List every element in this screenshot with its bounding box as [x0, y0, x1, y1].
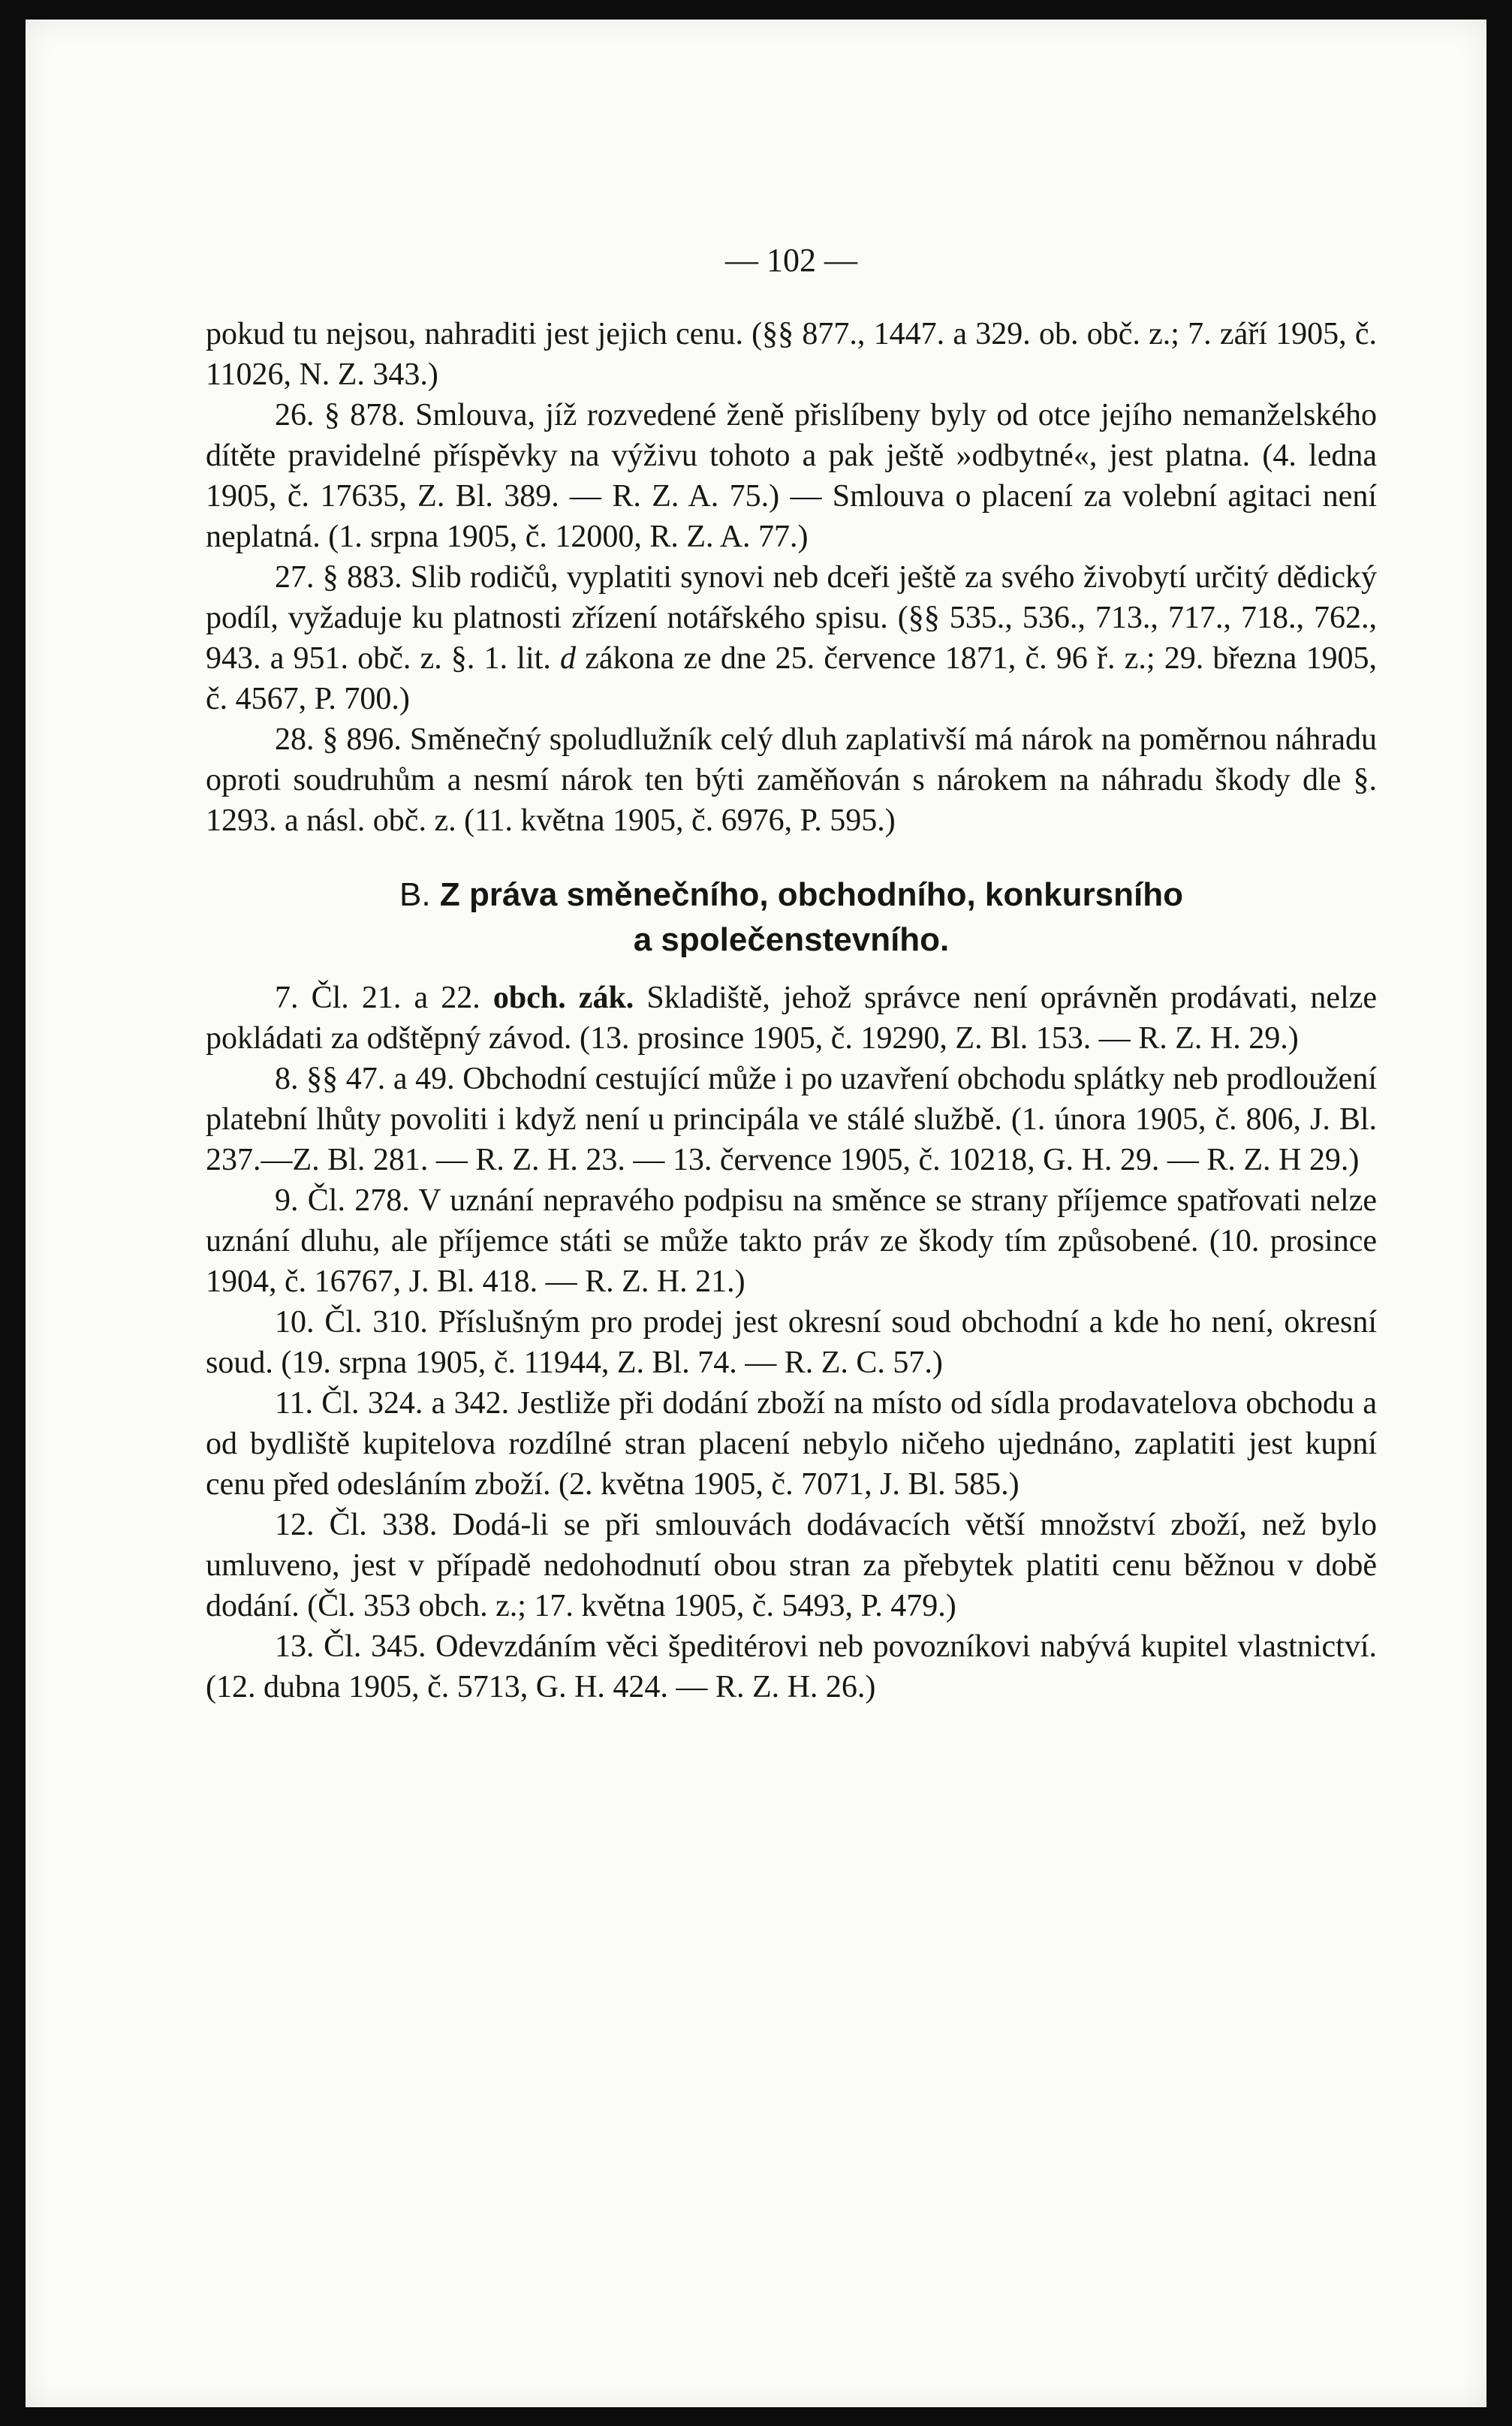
scanned-page — [26, 20, 1486, 2407]
page-content — [206, 240, 1377, 1707]
paragraph-7 — [206, 978, 1377, 1059]
paragraph-27-text: 27. § 883. Slib rodičů, vyplatiti synovi neb dceři ještě za svého živobytí určitý dědický podíl, vyžaduje ku platnosti zřízení notářského spisu. (§§ 535., 536., 713., 717., 718., 762., 943. a 951. obč. z. §. 1. lit. — [206, 560, 1377, 676]
paragraph-8: 8. §§ 47. a 49. Obchodní cestující může i po uzavření obchodu splátky neb prodloužení platební lhůty povoliti i když není u principála ve stálé službě. (1. února 1905, č. 806, J. Bl. 237.—Z. Bl. 281. — R. Z. H. 23. — 13. července 1905, č. 10218, G. H. 29. — R. Z. H 29.) — [206, 1062, 1377, 1177]
paragraph-10: 10. Čl. 310. Příslušným pro prodej jest okresní soud obchodní a kde ho není, okresní soud. (19. srpna 1905, č. 11944, Z. Bl. 74. — R. Z. C. 57.) — [206, 1305, 1377, 1380]
paragraph-9: 9. Čl. 278. V uznání nepravého podpisu na směnce se strany příjemce spatřovati nelze uznání dluhu, ale příjemce státi se může takto práv ze škody tím způsobené. (10. prosince 1904, č. 16767, J. Bl. 418. — R. Z. H. 21.) — [206, 1183, 1377, 1299]
paragraph-7-bold-ref: obch. zák. — [492, 981, 634, 1015]
section-b-letter: B. — [399, 876, 431, 913]
section-b-title-line2: a společenstevního. — [633, 921, 950, 958]
page-number-header: — 102 — — [725, 242, 857, 279]
paragraph-continuation: pokud tu nejsou, nahraditi jest jejich cenu. (§§ 877., 1447. a 329. ob. obč. z.; 7. září 1905, č. 11026, N. Z. 343.) — [206, 317, 1377, 392]
paragraph-12: 12. Čl. 338. Dodá-li se při smlouvách dodávacích větší množství zboží, než bylo umluveno, jest v případě nedohodnutí obou stran za přebytek platiti cenu běžnou v době dodání. (Čl. 353 obch. z.; 17. května 1905, č. 5493, P. 479.) — [206, 1508, 1377, 1623]
section-b-title-line1: Z práva směnečního, obchodního, konkursního — [439, 876, 1183, 913]
paragraph-28: 28. § 896. Směnečný spoludlužník celý dluh zaplativší má nárok na poměrnou náhradu oproti soudruhům a nesmí nárok ten býti zaměňován s nárokem na náhradu škody dle §. 1293. a násl. obč. z. (11. května 1905, č. 6976, P. 595.) — [206, 722, 1377, 838]
paragraph-27-lit-letter: d — [560, 641, 577, 676]
paragraph-11: 11. Čl. 324. a 342. Jestliže při dodání zboží na místo od sídla prodavatelova obchodu a od bydliště kupitelova rozdílné stran placení nebylo ničeho ujednáno, zaplatiti jest kupní cenu před odesláním zboží. (2. května 1905, č. 7071, J. Bl. 585.) — [206, 1386, 1377, 1502]
paragraph-27 — [206, 557, 1377, 719]
section-b-heading — [206, 872, 1377, 963]
paragraph-7-prefix: 7. Čl. 21. a 22. — [275, 981, 480, 1015]
paragraph-13: 13. Čl. 345. Odevzdáním věci špeditérovi neb povozníkovi nabývá kupitel vlastnictví. (12. dubna 1905, č. 5713, G. H. 424. — R. Z. H. 26.) — [206, 1629, 1377, 1704]
paragraph-27-tail: zákona ze dne 25. července 1871, č. 96 ř. z.; 29. března 1905, č. 4567, P. 700.) — [206, 641, 1378, 716]
paragraph-7-text: Skladiště, jehož správce není oprávněn prodávati, nelze pokládati za odštěpný závod. (13. prosince 1905, č. 19290, Z. Bl. 153. — R. Z. H. 29.) — [206, 981, 1378, 1056]
paragraph-26: 26. § 878. Smlouva, jíž rozvedené ženě přislíbeny byly od otce jejího nemanželského dítěte pravidelné příspěvky na výživu tohoto a pak ještě »odbytné«, jest platna. (4. ledna 1905, č. 17635, Z. Bl. 389. — R. Z. A. 75.) — Smlouva o placení za volební agitaci není neplatná. (1. srpna 1905, č. 12000, R. Z. A. 77.) — [206, 398, 1377, 554]
